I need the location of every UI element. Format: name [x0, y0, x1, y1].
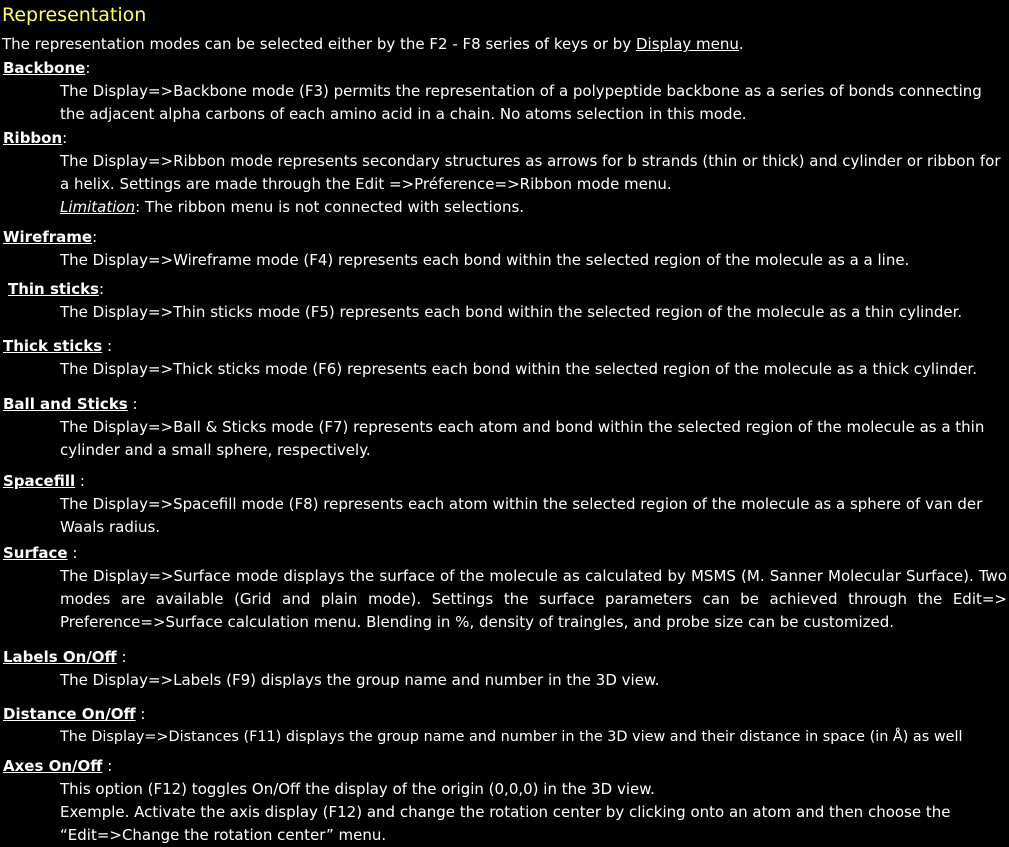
heading-colon: : [102, 757, 113, 775]
section-heading [0, 393, 1009, 416]
intro-end: . [738, 35, 744, 53]
section-wireframe [0, 226, 1009, 272]
heading-distance: Distance On/Off [3, 705, 136, 723]
section-body: The Display=>Backbone mode (F3) permits the representation of a polypeptide backbone as a series of bonds connecting the adjacent alpha carbons of each amino acid in a chain. No atoms selection in this mode. [60, 82, 982, 123]
display-menu-link[interactable]: Display menu [635, 35, 739, 53]
section-axes [0, 755, 1009, 847]
section-heading [0, 57, 1009, 80]
section-body: The Display=>Ball & Sticks mode (F7) represents each atom and bond within the selected region of the molecule as a thin cylinder and a small sphere, respectively. [60, 418, 985, 459]
heading-colon: : [67, 544, 78, 562]
section-thin-sticks [0, 278, 1009, 324]
section-distance [0, 703, 1009, 749]
limitation-note [0, 196, 1009, 219]
heading-colon: : [85, 59, 91, 77]
heading-colon: : [92, 228, 98, 246]
section-heading [0, 703, 1009, 726]
section-ball-and-sticks [0, 393, 1009, 462]
section-spacefill [0, 470, 1009, 539]
section-ribbon [0, 127, 1009, 219]
section-surface [0, 542, 1009, 634]
heading-wireframe: Wireframe [3, 228, 93, 246]
section-heading [0, 127, 1009, 150]
heading-colon: : [135, 705, 146, 723]
section-body: The Display=>Thick sticks mode (F6) represents each bond within the selected region of the molecule as a thick cylinder. [60, 360, 977, 378]
heading-colon: : [75, 472, 85, 490]
section-body-example: Exemple. Activate the axis display (F12) and change the rotation center by clicking onto an atom and then choose the “Edit=>Change the rotation center” menu. [60, 803, 951, 844]
heading-backbone: Backbone [3, 59, 86, 77]
section-body: The Display=>Labels (F9) displays the group name and number in the 3D view. [60, 671, 660, 689]
heading-colon: : [127, 395, 138, 413]
limitation-text: : The ribbon menu is not connected with selections. [135, 198, 525, 216]
page-title: Representation [2, 4, 147, 26]
section-body: This option (F12) toggles On/Off the display of the origin (0,0,0) in the 3D view. [60, 780, 655, 798]
section-body: The Display=>Ribbon mode represents secondary structures as arrows for b strands (thin or thick) and cylinder or ribbon for a helix. Settings are made through the Edit =>Préference=>Ribbon mode menu. [60, 152, 1001, 193]
heading-colon: : [116, 648, 127, 666]
heading-colon: : [99, 280, 105, 298]
intro-sentence: The representation modes can be selected either by the F2 - F8 series of keys or by [2, 35, 636, 53]
section-body: The Display=>Distances (F11) displays the group name and number in the 3D view and their distance in space (in Å) as well [60, 729, 963, 745]
section-heading [0, 755, 1009, 778]
section-heading [0, 542, 1009, 565]
heading-ribbon: Ribbon [3, 129, 63, 147]
heading-labels: Labels On/Off [3, 648, 117, 666]
heading-spacefill: Spacefill [3, 472, 76, 490]
section-labels [0, 646, 1009, 692]
intro-text [2, 33, 744, 56]
heading-surface: Surface [3, 544, 68, 562]
heading-ball-and-sticks: Ball and Sticks [3, 395, 128, 413]
section-heading [0, 470, 1009, 493]
section-body: The Display=>Spacefill mode (F8) represents each atom within the selected region of the molecule as a sphere of van der Waals radius. [60, 495, 983, 536]
section-body: The Display=>Thin sticks mode (F5) represents each bond within the selected region of the molecule as a thin cylinder. [60, 303, 963, 321]
section-heading [0, 226, 1009, 249]
section-heading [0, 278, 1009, 301]
section-thick-sticks [0, 335, 1009, 381]
heading-axes: Axes On/Off [3, 757, 103, 775]
section-heading [0, 646, 1009, 669]
section-backbone [0, 57, 1009, 126]
limitation-label: Limitation [60, 198, 136, 216]
heading-thick-sticks: Thick sticks [3, 337, 103, 355]
heading-thin-sticks: Thin sticks [8, 280, 99, 298]
section-heading [0, 335, 1009, 358]
heading-colon: : [102, 337, 113, 355]
heading-colon: : [62, 129, 68, 147]
section-body: The Display=>Wireframe mode (F4) represents each bond within the selected region of the molecule as a a line. [60, 251, 910, 269]
section-body: The Display=>Surface mode displays the surface of the molecule as calculated by MSMS (M. Sanner Molecular Surface). Two modes are available (Grid and plain mode). Settings the surface parameters can be achieved through the Edit=> Preference=>Surface calculation menu. Blending in %, density of traingles, and probe size can be customized. [60, 567, 1007, 631]
